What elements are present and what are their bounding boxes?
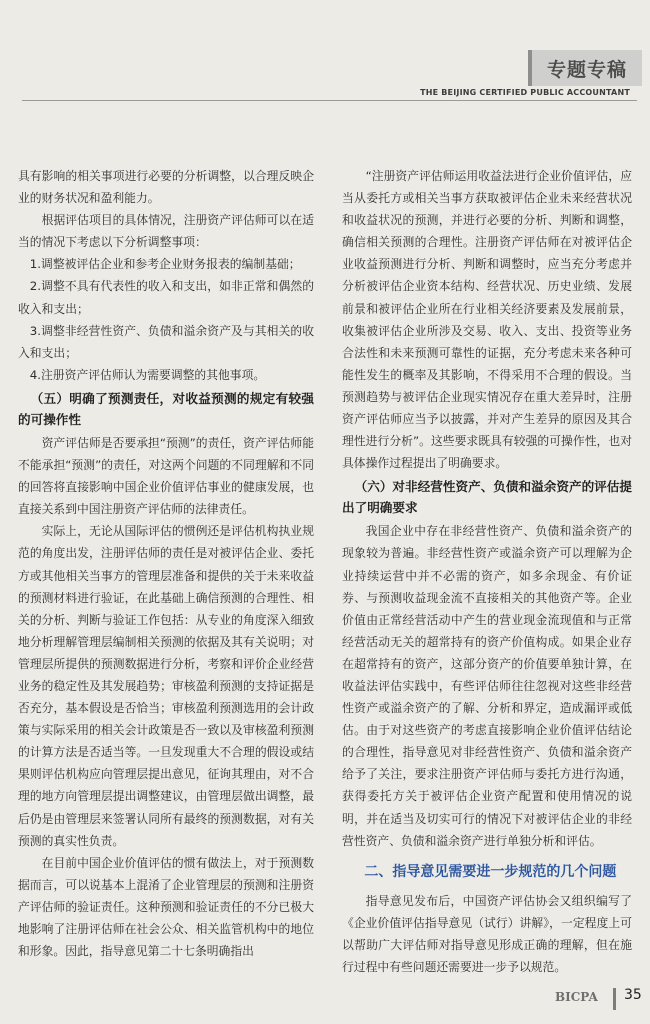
paragraph: 指导意见发布后，中国资产评估协会又组织编写了《企业价值评估指导意见（试行）讲解》，一定程度上可以帮助广大评估师对指导意见形成正确的理解，但在施行过程中有些问题还需要进一步予以规范。 bbox=[342, 893, 632, 974]
section-heading-6: （六）对非经营性资产、负债和溢余资产的评估提出了明确要求 bbox=[342, 479, 632, 516]
paragraph: 具有影响的相关事项进行必要的分析调整，以合理反映企业的财务状况和盈利能力。 bbox=[18, 169, 314, 206]
column-title-box bbox=[528, 50, 642, 86]
page-number: 35 bbox=[624, 987, 642, 1003]
section-heading-5: （五）明确了预测责任，对收益预测的规定有较强的可操作性 bbox=[18, 390, 314, 427]
list-item: 3.调整非经营性资产、负债和溢余资产及与其相关的收入和支出； bbox=[18, 323, 314, 360]
left-column bbox=[18, 165, 314, 962]
footer-brand: BICPA bbox=[555, 990, 598, 1004]
column-title: 专题专稿 bbox=[546, 58, 627, 81]
paragraph: “注册资产评估师运用收益法进行企业价值评估，应当从委托方或相关当事方获取被评估企业未来经营状况和收益状况的预测，并进行必要的分析、判断和调整，确信相关预测的合理性。注册资产评估师在对被评估企业收益预测进行分析、判断和调整时，应当充分考虑并分析被评估企业资本结构、经营状况、历史业绩、发展前景和被评估企业所在行业相关经济要素及发展前景，收集被评估企业所涉及交易、收入、支出、投资等业务合法性和未来预测可靠性的证据，充分考虑未来各种可能性发生的概率及其影响，不得采用不合理的假设。当预测趋势与被评估企业现实情况存在重大差异时，注册资产评估师应当予以披露，并对产生差异的原因及其合理性进行分析”。这些要求既具有较强的可操作性，也对具体操作过程提出了明确要求。 bbox=[342, 169, 632, 471]
paragraph: 在目前中国企业价值评估的惯有做法上，对于预测数据而言，可以说基本上混淆了企业管理层的预测和注册资产评估师的验证责任。这种预测和验证责任的不分已极大地影响了注册评估师在社会公众、相关监管机构中的地位和形象。因此，指导意见第二十七条明确指出 bbox=[18, 855, 314, 959]
footer-divider bbox=[613, 988, 616, 1010]
list-item: 1.调整被评估企业和参考企业财务报表的编制基础； bbox=[29, 257, 301, 272]
paragraph: 根据评估项目的具体情况，注册资产评估师可以在适当的情况下考虑以下分析调整事项： bbox=[18, 213, 314, 250]
section-heading-2: 二、指导意见需要进一步规范的几个问题 bbox=[364, 863, 617, 880]
paragraph: 资产评估师是否要承担“预测”的责任，资产评估师能不能承担“预测”的责任，对这两个问题的不同理解和不同的回答将直接影响中国企业价值评估事业的健康发展，也直接关系到中国注册资产评估师的法律责任。 bbox=[18, 435, 314, 517]
paragraph: 我国企业中存在非经营性资产、负债和溢余资产的现象较为普遍。非经营性资产或溢余资产可以理解为企业持续运营中并不必需的资产，如多余现金、有价证券、与预测收益现金流不直接相关的其他资产等。企业价值由正常经营活动中产生的营业现金流现值和与正常经营活动无关的超常持有的资产价值构成。如果企业存在超常持有的资产，这部分资产的价值要单独计算，在收益法评估实践中，有些评估师往往忽视对这些非经营性资产或溢余资产的了解、分析和界定，造成漏评或低估。由于对这些资产的考虑直接影响企业价值评估结论的合理性，指导意见对非经营性资产、负债和溢余资产给予了关注，要求注册资产评估师与委托方进行沟通，获得委托方关于被评估企业资产配置和使用情况的说明，并在适当及切实可行的情况下对被评估企业的非经营性资产、负债和溢余资产进行单独分析和评估。 bbox=[342, 524, 632, 848]
list-item: 2.调整不具有代表性的收入和支出，如非正常和偶然的收入和支出； bbox=[18, 279, 314, 316]
right-column bbox=[342, 165, 632, 978]
journal-name: THE BEIJING CERTIFIED PUBLIC ACCOUNTANT bbox=[420, 88, 630, 97]
list-item: 4.注册资产评估师认为需要调整的其他事项。 bbox=[29, 367, 266, 382]
paragraph: 实际上，无论从国际评估的惯例还是评估机构执业规范的角度出发，注册评估师的责任是对被评估企业、委托方或其他相关当事方的管理层准备和提供的关于未来收益的预测材料进行验证，在此基础上确信预测的合理性、相关的分析、判断与验证工作包括：从专业的角度深入细致地分析理解管理层编制相关预测的依据及其有关说明；对管理层所提供的预测数据进行分析，考察和评价企业经营业务的稳定性及其发展趋势；审核盈利预测的支持证据是否充分，基本假设是否恰当；审核盈利预测选用的会计政策与实际采用的相关会计政策是否一致以及审核盈利预测的计算方法是否适当等。一旦发现重大不合理的假设或结果则评估机构应向管理层提出意见，征询其理由，对不合理的地方向管理层提出调整建议，由管理层做出调整，最后仍是由管理层来签署认同所有最终的预测数据，对有关预测的真实性负责。 bbox=[18, 524, 314, 848]
header-divider bbox=[22, 100, 637, 101]
